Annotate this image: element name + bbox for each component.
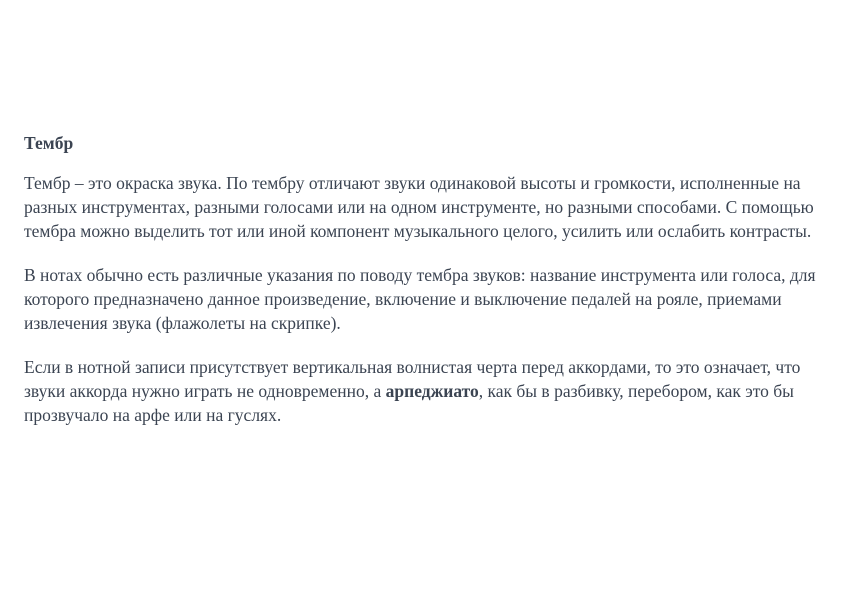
arpeggiato-term: арпеджиато xyxy=(385,381,479,401)
paragraph-timbre-indications: В нотах обычно есть различные указания по поводу тембра звуков: название инструмента или голоса, для которого предназначено данное произведение, включение и выключение педалей на рояле, приемами извлечения звука (флажолеты на скрипке). xyxy=(24,265,816,333)
paragraph-arpeggiato xyxy=(24,355,824,427)
document-page xyxy=(24,131,824,427)
paragraph-arpeggiato-before: Если в нотной записи присутствует вертикальная волнистая черта перед аккордами, то это означает, что звуки аккорда нужно играть не одновременно, а xyxy=(24,357,801,401)
document-heading: Тембр xyxy=(24,133,74,153)
paragraph-arpeggiato-after: , как бы в разбивку, перебором, как это бы прозвучало на арфе или на гуслях. xyxy=(24,381,794,425)
paragraph-timbre-definition: Тембр – это окраска звука. По тембру отличают звуки одинаковой высоты и громкости, исполненные на разных инструментах, разными голосами или на одном инструменте, но разными способами. С помощью тембра можно выделить тот или иной компонент музыкального целого, усилить или ослабить контрасты. xyxy=(24,173,814,241)
